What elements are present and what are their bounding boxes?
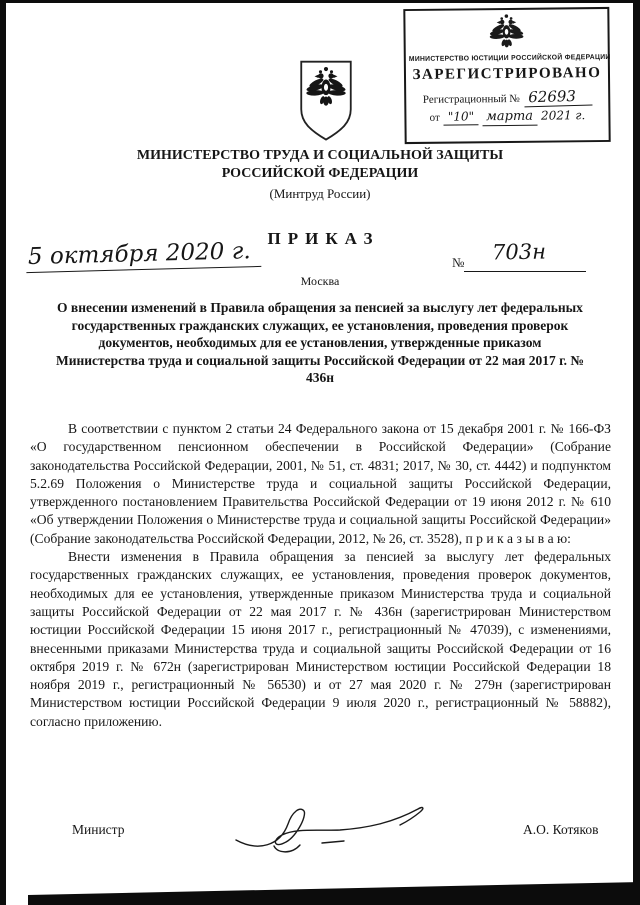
order-date-handwritten: 5 октября 2020 г. xyxy=(26,238,261,273)
order-title: О внесении изменений в Правила обращения за пенсией за выслугу лет федеральных государственных гражданских служащих, ее установления, проведения проверок документов, необходимых для ее установления, утвержденные приказом Министерства труда и социальной защиты Российской Федерации от 22 мая 2017 г. № 436н xyxy=(55,300,584,386)
signature-icon xyxy=(222,796,437,866)
scan-edge-bottom xyxy=(0,875,640,905)
stamp-registration-row xyxy=(406,87,608,108)
ministry-name-line2: РОССИЙСКОЙ ФЕДЕРАЦИИ xyxy=(221,166,419,181)
body-paragraph-1: В соответствии с пунктом 2 статьи 24 Федерального закона от 15 декабря 2001 г. № 166-ФЗ «О государственном пенсионном обеспечении в Российской Федерации» (Собрание законодательства Российской Федерации, 2001, № 51, ст. 4831; 2017, № 30, ст. 4442) и подпунктом 5.2.69 Положения о Министерстве труда и социальной защиты Российской Федерации, утвержденного постановлением Правительства Российской Федерации от 19 июня 2012 г. № 610 «Об утверждении Положения о Министерстве труда и социальной защиты Российской Федерации» (Собрание законодательства Российской Федерации, 2012, № 26, ст. 3528), п р и к а з ы в а ю: xyxy=(30,421,611,546)
ministry-name-line1: МИНИСТЕРСТВО ТРУДА И СОЦИАЛЬНОЙ ЗАЩИТЫ xyxy=(136,148,504,163)
order-number-label: № xyxy=(452,255,465,270)
stamp-date-row xyxy=(406,108,608,127)
stamp-ministry-line: МИНИСТЕРСТВО ЮСТИЦИИ РОССИЙСКОЙ ФЕДЕРАЦИИ xyxy=(408,53,611,64)
document-type-title: ПРИКАЗ xyxy=(267,229,380,248)
stamp-registered-label: ЗАРЕГИСТРИРОВАНО xyxy=(412,65,602,83)
registration-stamp xyxy=(403,7,610,144)
scan-edge-top xyxy=(0,0,640,3)
signer-position: Министр xyxy=(72,822,125,837)
order-number-handwritten: 703н xyxy=(491,239,547,265)
stamp-reg-number-handwritten: 62693 xyxy=(524,87,592,108)
stamp-date-month-handwritten: марта xyxy=(482,109,537,127)
order-body xyxy=(30,420,611,731)
stamp-date-day-handwritten: "10" xyxy=(444,109,478,125)
city-label: Москва xyxy=(300,274,340,288)
stamp-reg-label: Регистрационный № xyxy=(422,92,520,106)
stamp-date-from: от xyxy=(429,111,440,124)
signer-name: А.О. Котяков xyxy=(523,822,599,837)
ministry-short-name: (Минтруд России) xyxy=(269,186,371,201)
stamp-date-year-handwritten: 2021 г. xyxy=(540,108,586,123)
body-paragraph-2: Внести изменения в Правила обращения за пенсией за выслугу лет федеральных государственных гражданских служащих, ее установления, проведения проверок документов, необходимых для ее установления, утвержденные приказом Министерства труда и социальной защиты Российской Федерации от 22 мая 2017 г. № 436н (зарегистрирован Министерством юстиции Российской Федерации 15 июня 2017 г., регистрационный № 47039), с изменениями, внесенными приказами Министерства труда и социальной защиты Российской Федерации от 16 октября 2019 г. № 672н (зарегистрирован Министерством юстиции Российской Федерации 18 ноября 2019 г., регистрационный № 56530) и от 27 мая 2020 г. № 279н (зарегистрирован Министерством юстиции Российской Федерации 9 июля 2020 г., регистрационный № 58882), согласно приложению. xyxy=(30,549,611,729)
scan-edge-left xyxy=(0,0,6,905)
scan-edge-right xyxy=(633,0,640,905)
coat-of-arms-icon xyxy=(291,58,361,151)
stamp-eagle-icon xyxy=(486,36,528,53)
